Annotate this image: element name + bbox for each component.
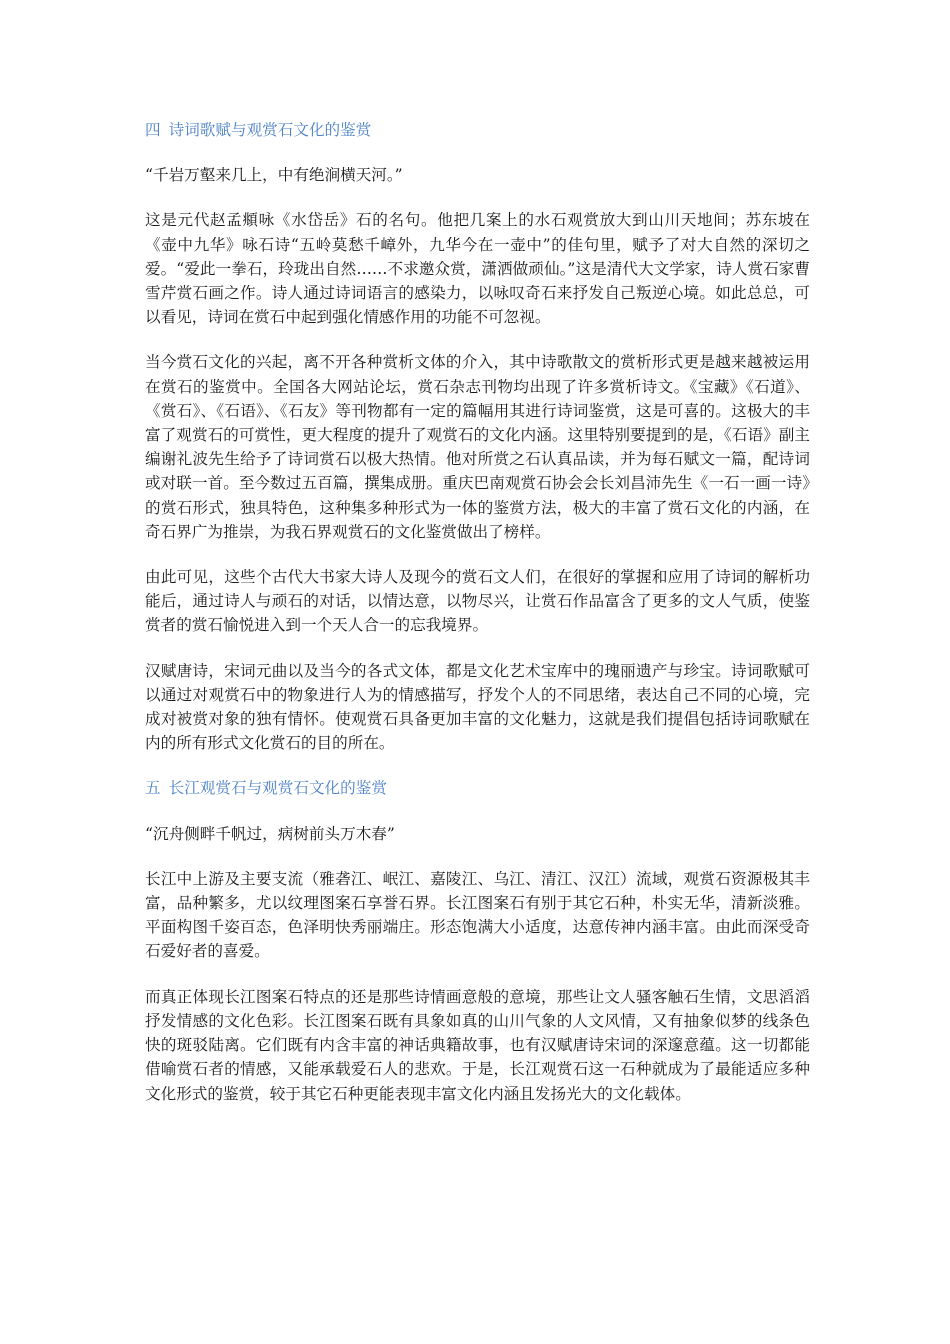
paragraph: 长江中上游及主要支流（雅砻江、岷江、嘉陵江、乌江、清江、汉江）流域，观赏石资源极其丰富，品种繁多，尤以纹理图案石享誉石界。长江图案石有别于其它石种，朴实无华，清新淡雅。平面构图千姿百态，色泽明快秀丽端庄。形态饱满大小适度，达意传神内涵丰富。由此而深受奇石爱好者的喜爱。 bbox=[145, 869, 810, 961]
section-heading bbox=[145, 776, 810, 800]
paragraph: 而真正体现长江图案石特点的还是那些诗情画意般的意境，那些让文人骚客触石生情，文思滔滔抒发情感的文化色彩。长江图案石既有具象如真的山川气象的人文风情，又有抽象似梦的线条色快的斑驳陆离。它们既有内含丰富的神话典籍故事，也有汉赋唐诗宋词的深邃意蕴。这一切都能借喻赏石者的情感，又能承载爱石人的悲欢。于是，长江观赏石这一石种就成为了最能适应多种文化形式的鉴赏，较于其它石种更能表现丰富文化内涵且发扬光大的文化载体。 bbox=[145, 987, 810, 1103]
paragraph: 汉赋唐诗，宋词元曲以及当今的各式文体，都是文化艺术宝库中的瑰丽遗产与珍宝。诗词歌赋可以通过对观赏石中的物象进行人为的情感描写，抒发个人的不同思绪，表达自己不同的心境，完成对被赏对象的独有情怀。使观赏石具备更加丰富的文化魅力，这就是我们提倡包括诗词歌赋在内的所有形式文化赏石的目的所在。 bbox=[145, 661, 810, 753]
section-quote: “千岩万壑来几上，中有绝涧横天河。” bbox=[145, 166, 403, 185]
section-quote: “沉舟侧畔千帆过，病树前头万木春” bbox=[145, 824, 395, 843]
document-body bbox=[145, 118, 810, 1127]
paragraph: 当今赏石文化的兴起，离不开各种赏析文体的介入，其中诗歌散文的赏析形式更是越来越被运用在赏石的鉴赏中。全国各大网站论坛，赏石杂志刊物均出现了许多赏析诗文。《宝藏》《石道》、《赏石》、《石语》、《石友》等刊物都有一定的篇幅用其进行诗词鉴赏，这是可喜的。这极大的丰富了观赏石的可赏性，更大程度的提升了观赏石的文化内涵。这里特别要提到的是，《石语》副主编谢礼波先生给予了诗词赏石以极大热情。他对所赏之石认真品读，并为每石赋文一篇，配诗词或对联一首。至今数过五百篇，撰集成册。重庆巴南观赏石协会会长刘昌沛先生《一石一画一诗》的赏石形式，独具特色，这种集多种形式为一体的鉴赏方法，极大的丰富了赏石文化的内涵，在奇石界广为推崇，为我石界观赏石的文化鉴赏做出了榜样。 bbox=[145, 353, 810, 541]
section-number: 四 bbox=[145, 121, 161, 139]
paragraph: 这是元代赵孟頫咏《水岱岳》石的名句。他把几案上的水石观赏放大到山川天地间；苏东坡在《壶中九华》咏石诗“五岭莫愁千嶂外，九华今在一壶中”的佳句里，赋予了对大自然的深切之爱。“爱此一拳石，玲珑出自然……不求邀众赏，潇洒做顽仙。”这是清代大文学家，诗人赏石家曹雪芹赏石画之作。诗人通过诗词语言的感染力，以咏叹奇石来抒发自己叛逆心境。如此总总，可以看见，诗词在赏石中起到强化情感作用的功能不可忽视。 bbox=[145, 211, 810, 327]
section-title: 长江观赏石与观赏石文化的鉴赏 bbox=[168, 779, 387, 798]
paragraph: 由此可见，这些个古代大书家大诗人及现今的赏石文人们，在很好的掌握和应用了诗词的解析功能后，通过诗人与顽石的对话，以情达意，以物尽兴，让赏石作品富含了更多的文人气质，使鉴赏者的赏石愉悦进入到一个天人合一的忘我境界。 bbox=[145, 568, 810, 635]
section-number: 五 bbox=[145, 779, 161, 798]
section-title: 诗词歌赋与观赏石文化的鉴赏 bbox=[168, 121, 372, 139]
section-heading bbox=[145, 118, 810, 142]
